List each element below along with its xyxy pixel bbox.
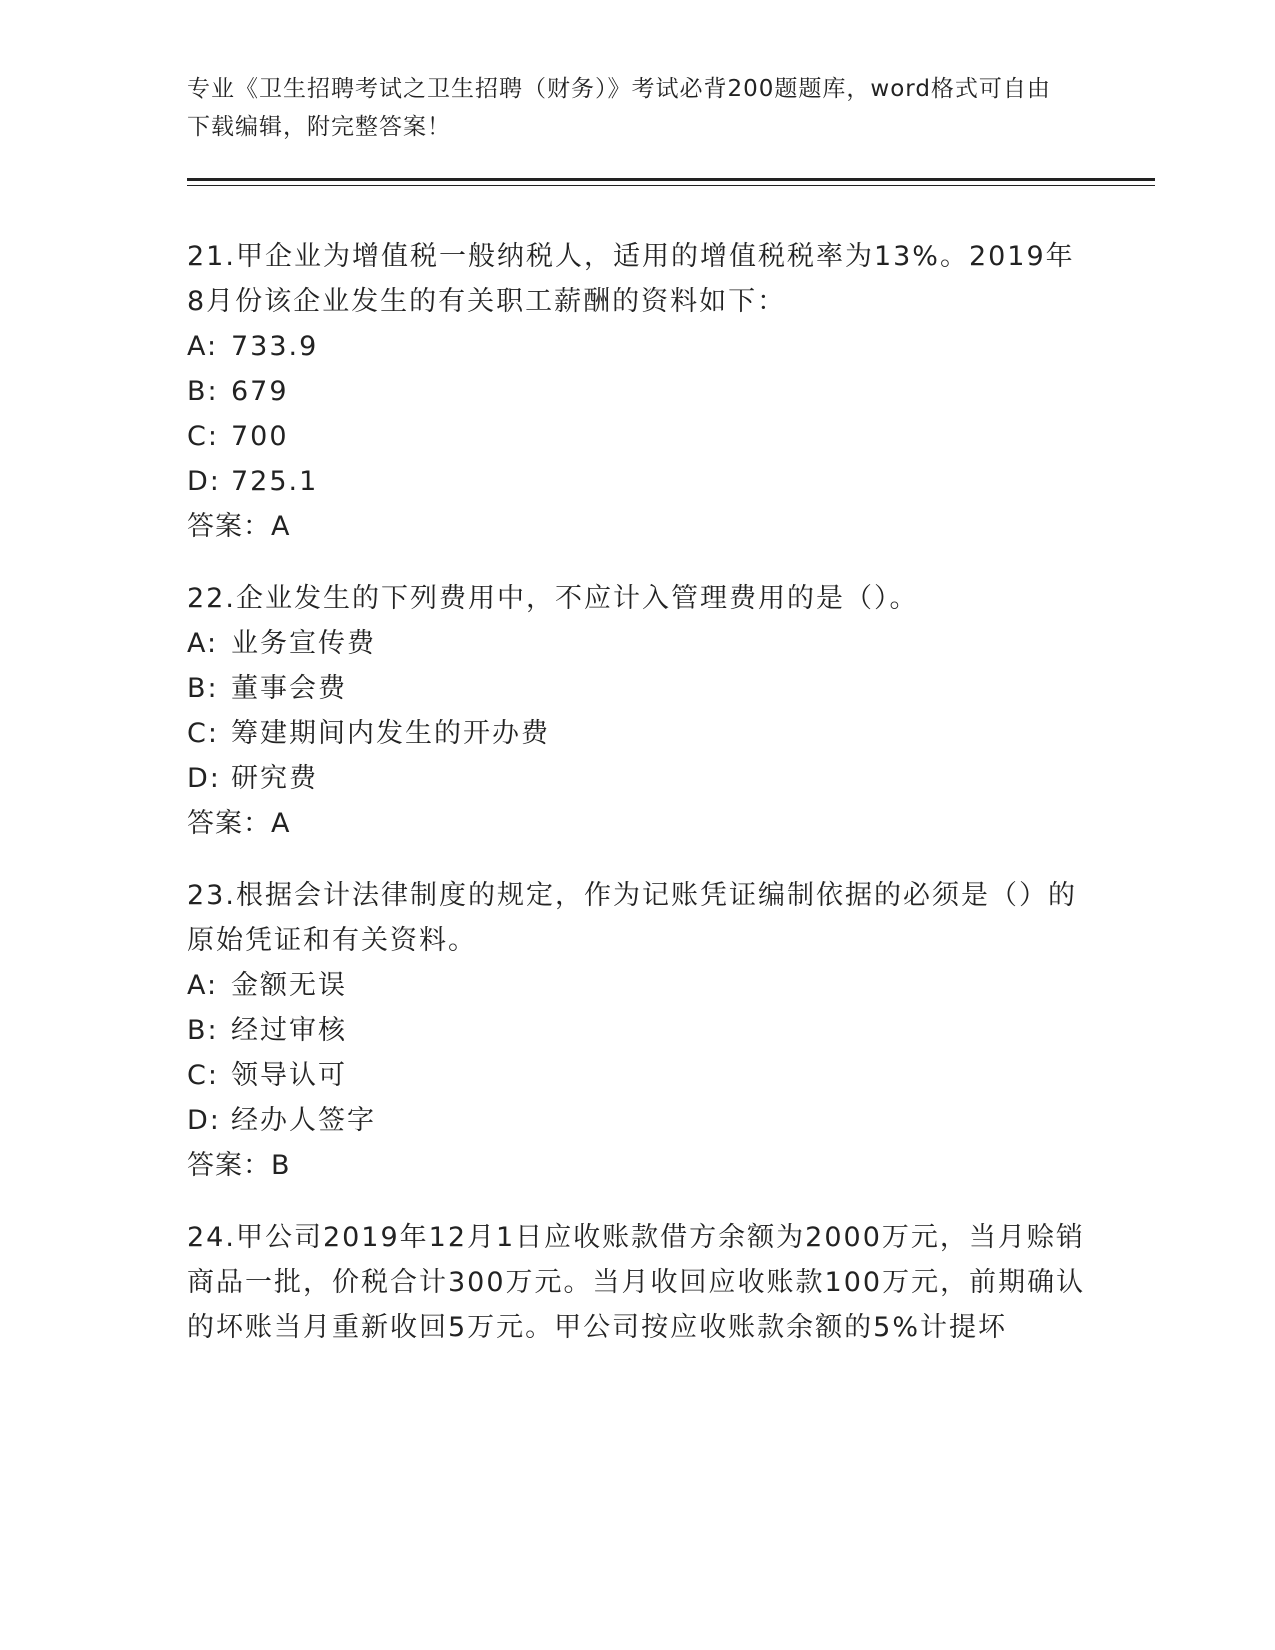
- option-b: [187, 666, 1087, 711]
- option-key: A:: [187, 970, 219, 1001]
- question-stem: 24.甲公司2019年12月1日应收账款借方余额为2000万元，当月赊销商品一批，价税合计300万元。当月收回应收账款100万元，前期确认的坏账当月重新收回5万元。甲公司按应收账款余额的5%计提坏: [187, 1222, 1086, 1343]
- option-key: D:: [187, 1105, 221, 1136]
- question-24: [187, 1215, 1087, 1350]
- option-c: [187, 1053, 1087, 1098]
- header-divider-thick: [187, 178, 1155, 181]
- option-text: 筹建期间内发生的开办费: [231, 718, 550, 749]
- header-divider-thin: [187, 185, 1155, 186]
- option-c: [187, 711, 1087, 756]
- option-text: 700: [231, 421, 289, 452]
- question-list: [187, 234, 1087, 1377]
- document-header: 专业《卫生招聘考试之卫生招聘（财务）》考试必背200题题库，word格式可自由下载编辑，附完整答案！: [187, 76, 1051, 140]
- option-key: B:: [187, 376, 219, 407]
- option-text: 领导认可: [231, 1060, 347, 1091]
- option-key: C:: [187, 421, 219, 452]
- option-a: [187, 621, 1087, 666]
- option-d: [187, 756, 1087, 801]
- question-stem: 23.根据会计法律制度的规定，作为记账凭证编制依据的必须是（）的原始凭证和有关资料。: [187, 880, 1077, 956]
- option-d: [187, 1098, 1087, 1143]
- answer-line: 答案：A: [187, 511, 291, 542]
- option-text: 金额无误: [231, 970, 347, 1001]
- option-b: [187, 369, 1087, 414]
- option-key: D:: [187, 763, 221, 794]
- question-23: [187, 873, 1087, 1188]
- option-key: B:: [187, 1015, 219, 1046]
- answer-line: 答案：B: [187, 1150, 291, 1181]
- option-b: [187, 1008, 1087, 1053]
- option-key: C:: [187, 718, 219, 749]
- option-text: 733.9: [231, 331, 319, 362]
- option-text: 经过审核: [231, 1015, 347, 1046]
- option-a: [187, 963, 1087, 1008]
- question-22: [187, 576, 1087, 846]
- option-key: D:: [187, 466, 221, 497]
- question-21: [187, 234, 1087, 549]
- option-a: [187, 324, 1087, 369]
- answer-line: 答案：A: [187, 808, 291, 839]
- question-stem: 21.甲企业为增值税一般纳税人，适用的增值税税率为13%。2019年8月份该企业发生的有关职工薪酬的资料如下：: [187, 241, 1075, 317]
- option-d: [187, 459, 1087, 504]
- option-text: 经办人签字: [231, 1105, 376, 1136]
- option-text: 业务宣传费: [231, 628, 376, 659]
- option-key: B:: [187, 673, 219, 704]
- option-key: A:: [187, 331, 219, 362]
- option-text: 董事会费: [231, 673, 347, 704]
- option-key: A:: [187, 628, 219, 659]
- option-key: C:: [187, 1060, 219, 1091]
- option-text: 725.1: [231, 466, 319, 497]
- question-stem: 22.企业发生的下列费用中，不应计入管理费用的是（）。: [187, 583, 919, 614]
- option-text: 研究费: [231, 763, 318, 794]
- option-c: [187, 414, 1087, 459]
- option-text: 679: [231, 376, 289, 407]
